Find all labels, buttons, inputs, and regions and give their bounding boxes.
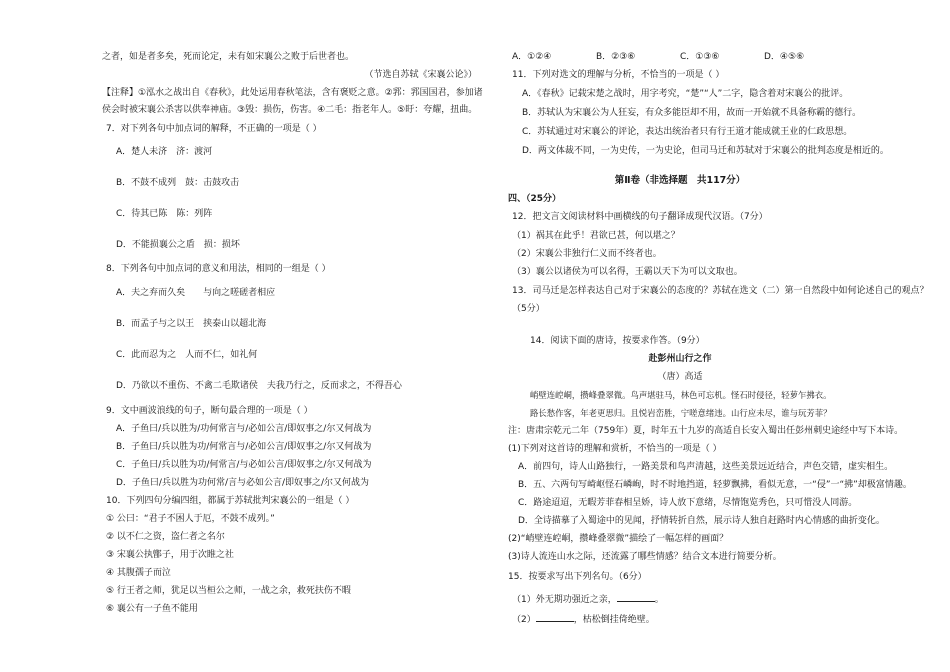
annotation-line-2: 侯会时被宋襄公杀害以供奉神庙。③毁：损伤，伤害。④二毛：指老年人。⑤盱：夸耀，扭曲。	[102, 105, 478, 115]
question-10-option-d: D．④⑤⑥	[764, 52, 805, 62]
question-9-option-a: A．子鱼曰/兵以胜为/功何常言与/必如公言/即奴事之/尔又何战为	[116, 424, 372, 434]
question-10-item-1: ① 公曰：“君子不困人于厄，不鼓不成列。”	[106, 514, 275, 524]
question-9-stem: 9．文中画波浪线的句子，断句最合理的一项是（ ）	[106, 406, 313, 416]
question-10-option-a: A．①②④	[512, 52, 552, 62]
question-14-option-a: A．前四句，诗人山路独行，一路美景和鸟声清越，这些美景远近结合，声色交错，虚实相生。	[518, 462, 894, 472]
question-9-option-d: D．子鱼曰/兵以胜为功何常/言与必如公言/即奴事之/尔又何战为	[116, 478, 370, 488]
question-10-option-b: B．②③⑥	[596, 52, 636, 62]
part-2-title: 第Ⅱ卷（非选择题 共117分）	[614, 175, 746, 186]
question-15-item-2-prefix: （2）	[512, 615, 536, 625]
question-10-item-5: ⑤ 行王者之师，犹足以当桓公之师，一战之余，救死扶伤不暇	[106, 586, 351, 596]
question-7-option-a: A．楚人未济 济：渡河	[116, 147, 213, 157]
question-10-item-6: ⑥ 襄公有一子鱼不能用	[106, 604, 198, 614]
poem-line-2: 路长愁作客，年老更思归。且悦岩峦胜，宁嗟意绪违。山行应未尽，谁与玩芳菲？	[530, 408, 832, 418]
question-13-line-2: （5分）	[512, 304, 545, 314]
question-14-sub-3: (3)诗人流连山水之际，还流露了哪些情感？结合文本进行简要分析。	[508, 552, 782, 562]
question-15-item-1-prefix: （1）外无期功强近之亲，	[512, 595, 617, 605]
question-14-option-d: D．全诗描摹了入蜀途中的见闻，抒情转折自然，展示诗人独自赶路时内心情感的曲折变化。	[518, 516, 885, 526]
annotation-line-1: 【注释】①泓水之战出自《春秋》，此处运用春秋笔法，含有褒贬之意。②郛：郛国国君，参加诸	[102, 88, 483, 98]
question-7-option-c: C．待其已陈 陈：列阵	[116, 209, 213, 219]
poem-note: 注：唐肃宗乾元二年（759年）夏，时年五十九岁的高适自长安入蜀出任彭州刺史途经中写下本诗。	[508, 426, 904, 436]
question-14-sub-1: (1)下列对这首诗的理解和赏析，不恰当的一项是（ ）	[508, 444, 722, 454]
question-14-option-c: C．路途迢迢，无暇芳菲春相呈娇，诗人放下意绪，尽情饱览秀色，只可惜没人同游。	[518, 498, 858, 508]
poem-line-1: 峭壁连崆峒，攒峰叠翠微。鸟声堪驻马，林色可忘机。怪石时侵径，轻萝乍拂衣。	[530, 390, 832, 400]
question-7-option-d: D．不能损襄公之盾 损：损坏	[116, 240, 240, 250]
question-10-item-4: ④ 其腹孺子而泣	[106, 568, 171, 578]
question-12-item-3: （3）襄公以诸侯为可以名得，王霸以天下为可以文取也。	[512, 267, 743, 277]
intro-line: 之者，如是者多矣，死而论定，未有如宋襄公之败于后世者也。	[102, 52, 355, 62]
question-8-option-b: B．而孟子与之以王 挟泰山以超北海	[116, 319, 267, 329]
question-11-stem: 11．下列对选文的理解与分析，不恰当的一项是（ ）	[512, 70, 725, 80]
source-citation: （节选自苏轼《宋襄公论》）	[364, 70, 477, 80]
question-8-option-d: D．乃欲以不重伤、不禽二毛欺诸侯 夫我乃行之，反而求之，不得吾心	[116, 381, 402, 391]
question-10-option-c: C．①③⑥	[680, 52, 720, 62]
question-8-option-c: C．此而忍为之 人而不仁，如礼何	[116, 350, 258, 360]
question-12-item-1: （1）祸其在此乎！君欲已甚，何以堪之？	[512, 231, 680, 241]
question-14-option-b: B．五、六两句写崎岖怪石嶙峋，时不时地挡道，轻萝飘拂，看似无意，一“侵”一“拂”却极富情趣。	[518, 480, 912, 490]
question-12-stem: 12．把文言文阅读材料中画横线的句子翻译成现代汉语。（7分）	[512, 212, 768, 222]
question-15-item-2	[512, 612, 655, 626]
question-11-option-a: A．《春秋》记载宋楚之战时，用字考究，“楚”“人”二字，隐含着对宋襄公的批评。	[522, 89, 849, 99]
poem-title: 赴彭州山行之作	[648, 354, 712, 364]
question-14-stem: 14．阅读下面的唐诗，按要求作答。（9分）	[530, 336, 705, 346]
question-15-item-1-suffix: 。	[654, 595, 664, 605]
question-10-item-3: ③ 宋襄公执鄫子，用于次睢之社	[106, 550, 234, 560]
question-12-item-2: （2）宋襄公非独行仁义而不终者也。	[512, 249, 662, 259]
question-15-stem: 15．按要求写出下列名句。（6分）	[508, 572, 647, 582]
question-11-option-c: C．苏轼通过对宋襄公的评论，表达出统治者只有行王道才能成就王业的仁政思想。	[522, 127, 853, 137]
question-9-option-c: C．子鱼曰/兵以胜为功/何常言/与必如公言/即奴事之/尔又何战为	[116, 460, 372, 470]
question-11-option-d: D．两文体裁不同，一为史传，一为史论，但司马迁和苏轼对于宋襄公的批判态度是相近的。	[522, 146, 889, 156]
question-7-stem: 7．对下列各句中加点词的解释，不正确的一项是（ ）	[106, 124, 322, 134]
answer-blank-1[interactable]	[617, 592, 655, 602]
answer-blank-2[interactable]	[536, 612, 574, 622]
question-14-sub-2: (2)“峭壁连崆峒，攒峰叠翠微”描绘了一幅怎样的画面？	[508, 534, 729, 544]
question-10-stem: 10．下列四句分编四组，都属于苏轼批判宋襄公的一组是（ ）	[106, 496, 355, 506]
question-15-item-1	[512, 592, 664, 606]
question-7-option-b: B．不鼓不成列 鼓：击鼓攻击	[116, 178, 240, 188]
question-10-item-2: ② 以不仁之资，盗仁者之名尔	[106, 532, 225, 542]
poem-author: （唐）高适	[657, 372, 703, 382]
question-11-option-b: B．苏轼认为宋襄公为人狂妄，有众多能臣却不用，故而一开始就不具备称霸的德行。	[522, 108, 862, 118]
section-4-heading: 四、（25分）	[508, 194, 562, 204]
question-8-option-a: A．夫之弃而久矣 与向之嗟磋者相应	[116, 288, 276, 298]
question-8-stem: 8．下列各句中加点词的意义和用法，相同的一组是（ ）	[106, 264, 331, 274]
question-9-option-b: B．子鱼曰/兵以胜为功/何常言与/必如公言/即奴事之/尔又何战为	[116, 442, 372, 452]
question-13-line-1: 13．司马迁是怎样表达自己对于宋襄公的态度的？苏轼在选文（二）第一自然段中如何论述自己的观点？	[512, 286, 929, 296]
question-15-item-2-suffix: ，枯松倒挂倚绝壁。	[573, 615, 655, 625]
